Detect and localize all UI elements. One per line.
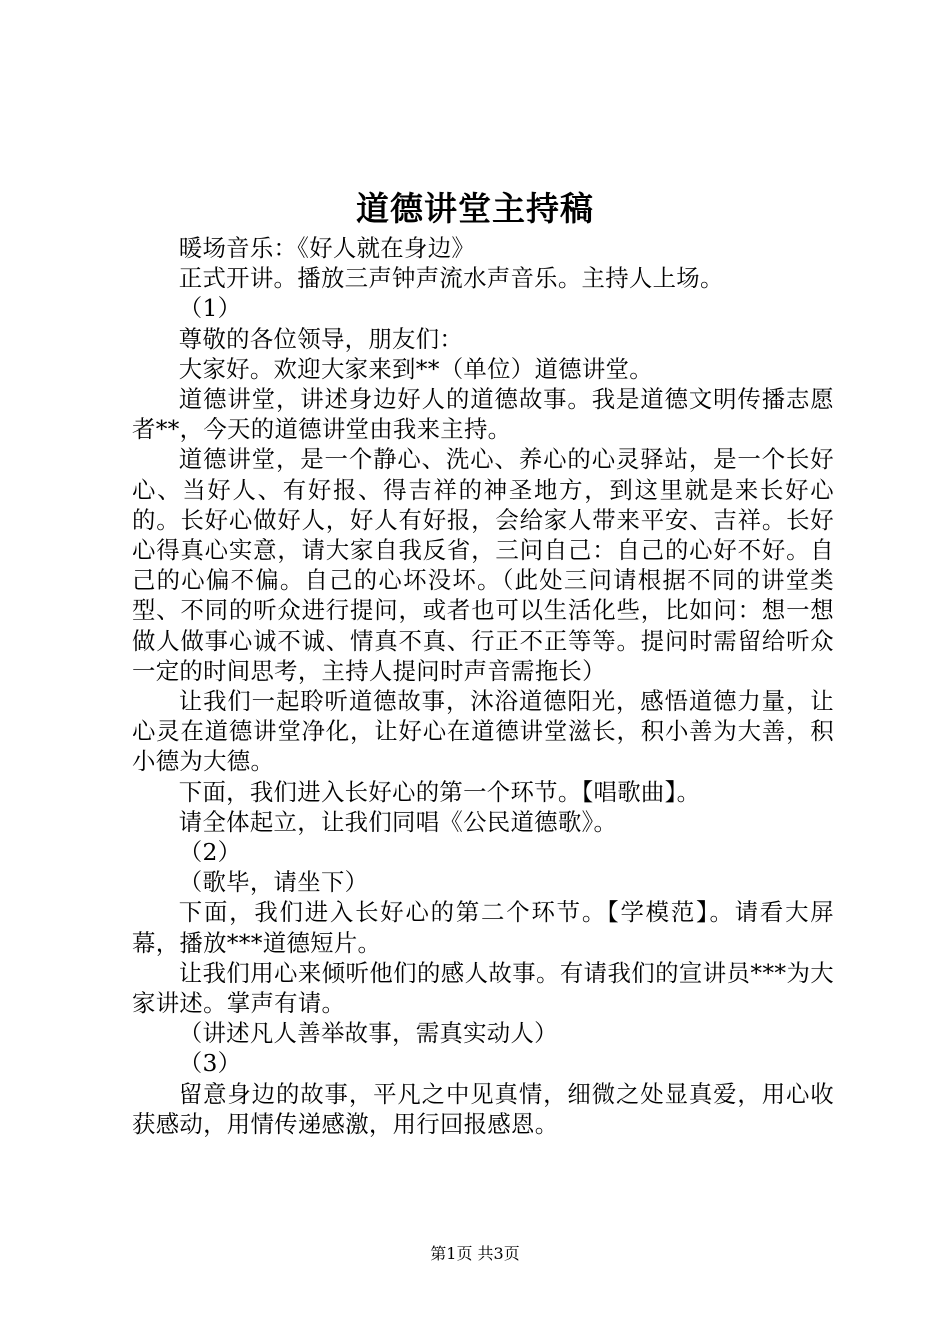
page-number-footer: 第1页 共3页 (430, 1244, 520, 1263)
paragraph: （1） (178, 294, 242, 323)
paragraph: 道德讲堂，讲述身边好人的道德故事。我是道德文明传播志愿者**，今天的道德讲堂由我来主持。 (132, 385, 834, 444)
paragraph: 让我们一起聆听道德故事，沐浴道德阳光，感悟道德力量，让心灵在道德讲堂净化，让好心在道德讲堂滋长，积小善为大善，积小德为大德。 (132, 687, 834, 776)
paragraph: 留意身边的故事，平凡之中见真情，细微之处显真爱，用心收获感动，用情传递感激，用行回报感恩。 (132, 1079, 834, 1138)
paragraph: （讲述凡人善举故事，需真实动人） (178, 1019, 558, 1048)
document-body (132, 233, 834, 1139)
paragraph: 道德讲堂，是一个静心、洗心、养心的心灵驿站，是一个长好心、当好人、有好报、得吉祥的神圣地方，到这里就是来长好心的。长好心做好人，好人有好报，会给家人带来平安、吉祥。长好心得真心实意，请大家自我反省，三问自己：自己的心好不好。自己的心偏不偏。自己的心坏没坏。（此处三问请根据不同的讲堂类型、不同的听众进行提问，或者也可以生活化些，比如问：想一想做人做事心诚不诚、情真不真、行正不正等等。提问时需留给听众一定的时间思考，主持人提问时声音需拖长） (132, 445, 834, 685)
paragraph: 尊敬的各位领导，朋友们： (178, 324, 464, 353)
paragraph: （歌毕，请坐下） (178, 868, 369, 897)
paragraph: 下面，我们进入长好心的第二个环节。【学模范】。请看大屏幕，播放***道德短片。 (132, 898, 834, 957)
paragraph: 正式开讲。播放三声钟声流水声音乐。主持人上场。 (178, 264, 724, 293)
paragraph: 暖场音乐：《好人就在身边》 (178, 234, 476, 262)
paragraph: （2） (178, 838, 242, 867)
document-title: 道德讲堂主持稿 (356, 189, 594, 228)
paragraph: （3） (178, 1049, 242, 1078)
paragraph: 大家好。欢迎大家来到**（单位）道德讲堂。 (178, 354, 653, 383)
paragraph: 让我们用心来倾听他们的感人故事。有请我们的宣讲员***为大家讲述。掌声有请。 (132, 958, 834, 1018)
paragraph: 请全体起立，让我们同唱《公民道德歌》。 (178, 807, 618, 836)
paragraph: 下面，我们进入长好心的第一个环节。【唱歌曲】。 (178, 777, 701, 806)
